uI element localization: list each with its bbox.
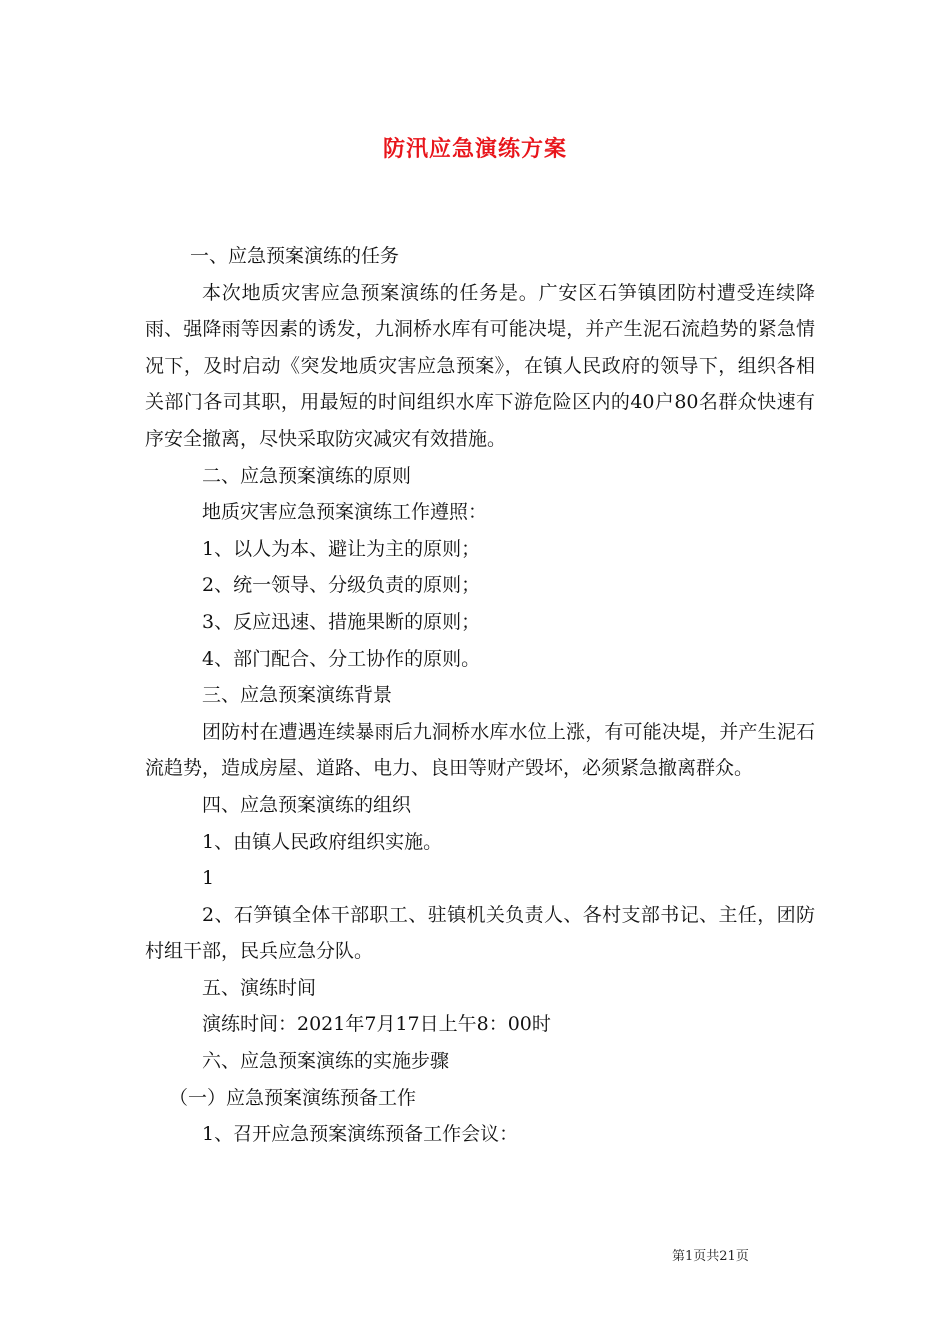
paragraph-background: 团防村在遭遇连续暴雨后九洞桥水库水位上涨，有可能决堤，并产生泥石流趋势，造成房屋、道路、电力、良田等财产毁坏，必须紧急撤离群众。 <box>145 720 815 780</box>
section-heading-1: 一、应急预案演练的任务 <box>190 245 400 267</box>
section-heading-3: 三、应急预案演练背景 <box>202 684 393 707</box>
paragraph-principles-intro: 地质灾害应急预案演练工作遵照： <box>202 501 488 524</box>
list-item-principle-4: 4、部门配合、分工协作的原则。 <box>202 647 481 670</box>
paragraph-drill-time: 演练时间：2021年7月17日上午8：00时 <box>202 1013 551 1036</box>
inline-page-number: 1 <box>202 867 215 890</box>
list-item-organization-2: 2、石笋镇全体干部职工、驻镇机关负责人、各村支部书记、主任，团防村组干部，民兵应急分队。 <box>145 903 815 963</box>
section-heading-4: 四、应急预案演练的组织 <box>202 793 412 816</box>
subsection-heading-1: （一）应急预案演练预备工作 <box>169 1086 417 1109</box>
section-heading-6: 六、应急预案演练的实施步骤 <box>202 1050 450 1073</box>
list-item-principle-3: 3、反应迅速、措施果断的原则； <box>202 610 481 633</box>
list-item-principle-1: 1、以人为本、避让为主的原则； <box>202 537 481 560</box>
section-heading-2: 二、应急预案演练的原则 <box>202 464 412 487</box>
section-heading-5: 五、演练时间 <box>202 976 317 999</box>
document-title: 防汛应急演练方案 <box>382 136 567 162</box>
list-item-preparation-1: 1、召开应急预案演练预备工作会议： <box>202 1123 519 1146</box>
list-item-organization-1: 1、由镇人民政府组织实施。 <box>202 830 443 853</box>
document-body <box>145 238 815 1153</box>
page-number-footer: 第1页共21页 <box>672 1249 749 1264</box>
list-item-principle-2: 2、统一领导、分级负责的原则； <box>202 574 481 597</box>
paragraph-task: 本次地质灾害应急预案演练的任务是。广安区石笋镇团防村遭受连续降雨、强降雨等因素的诱发，九洞桥水库有可能决堤，并产生泥石流趋势的紧急情况下，及时启动《突发地质灾害应急预案》，在镇人民政府的领导下，组织各相关部门各司其职，用最短的时间组织水库下游危险区内的40户80名群众快速有序安全撤离，尽快采取防灾减灾有效措施。 <box>145 281 815 450</box>
